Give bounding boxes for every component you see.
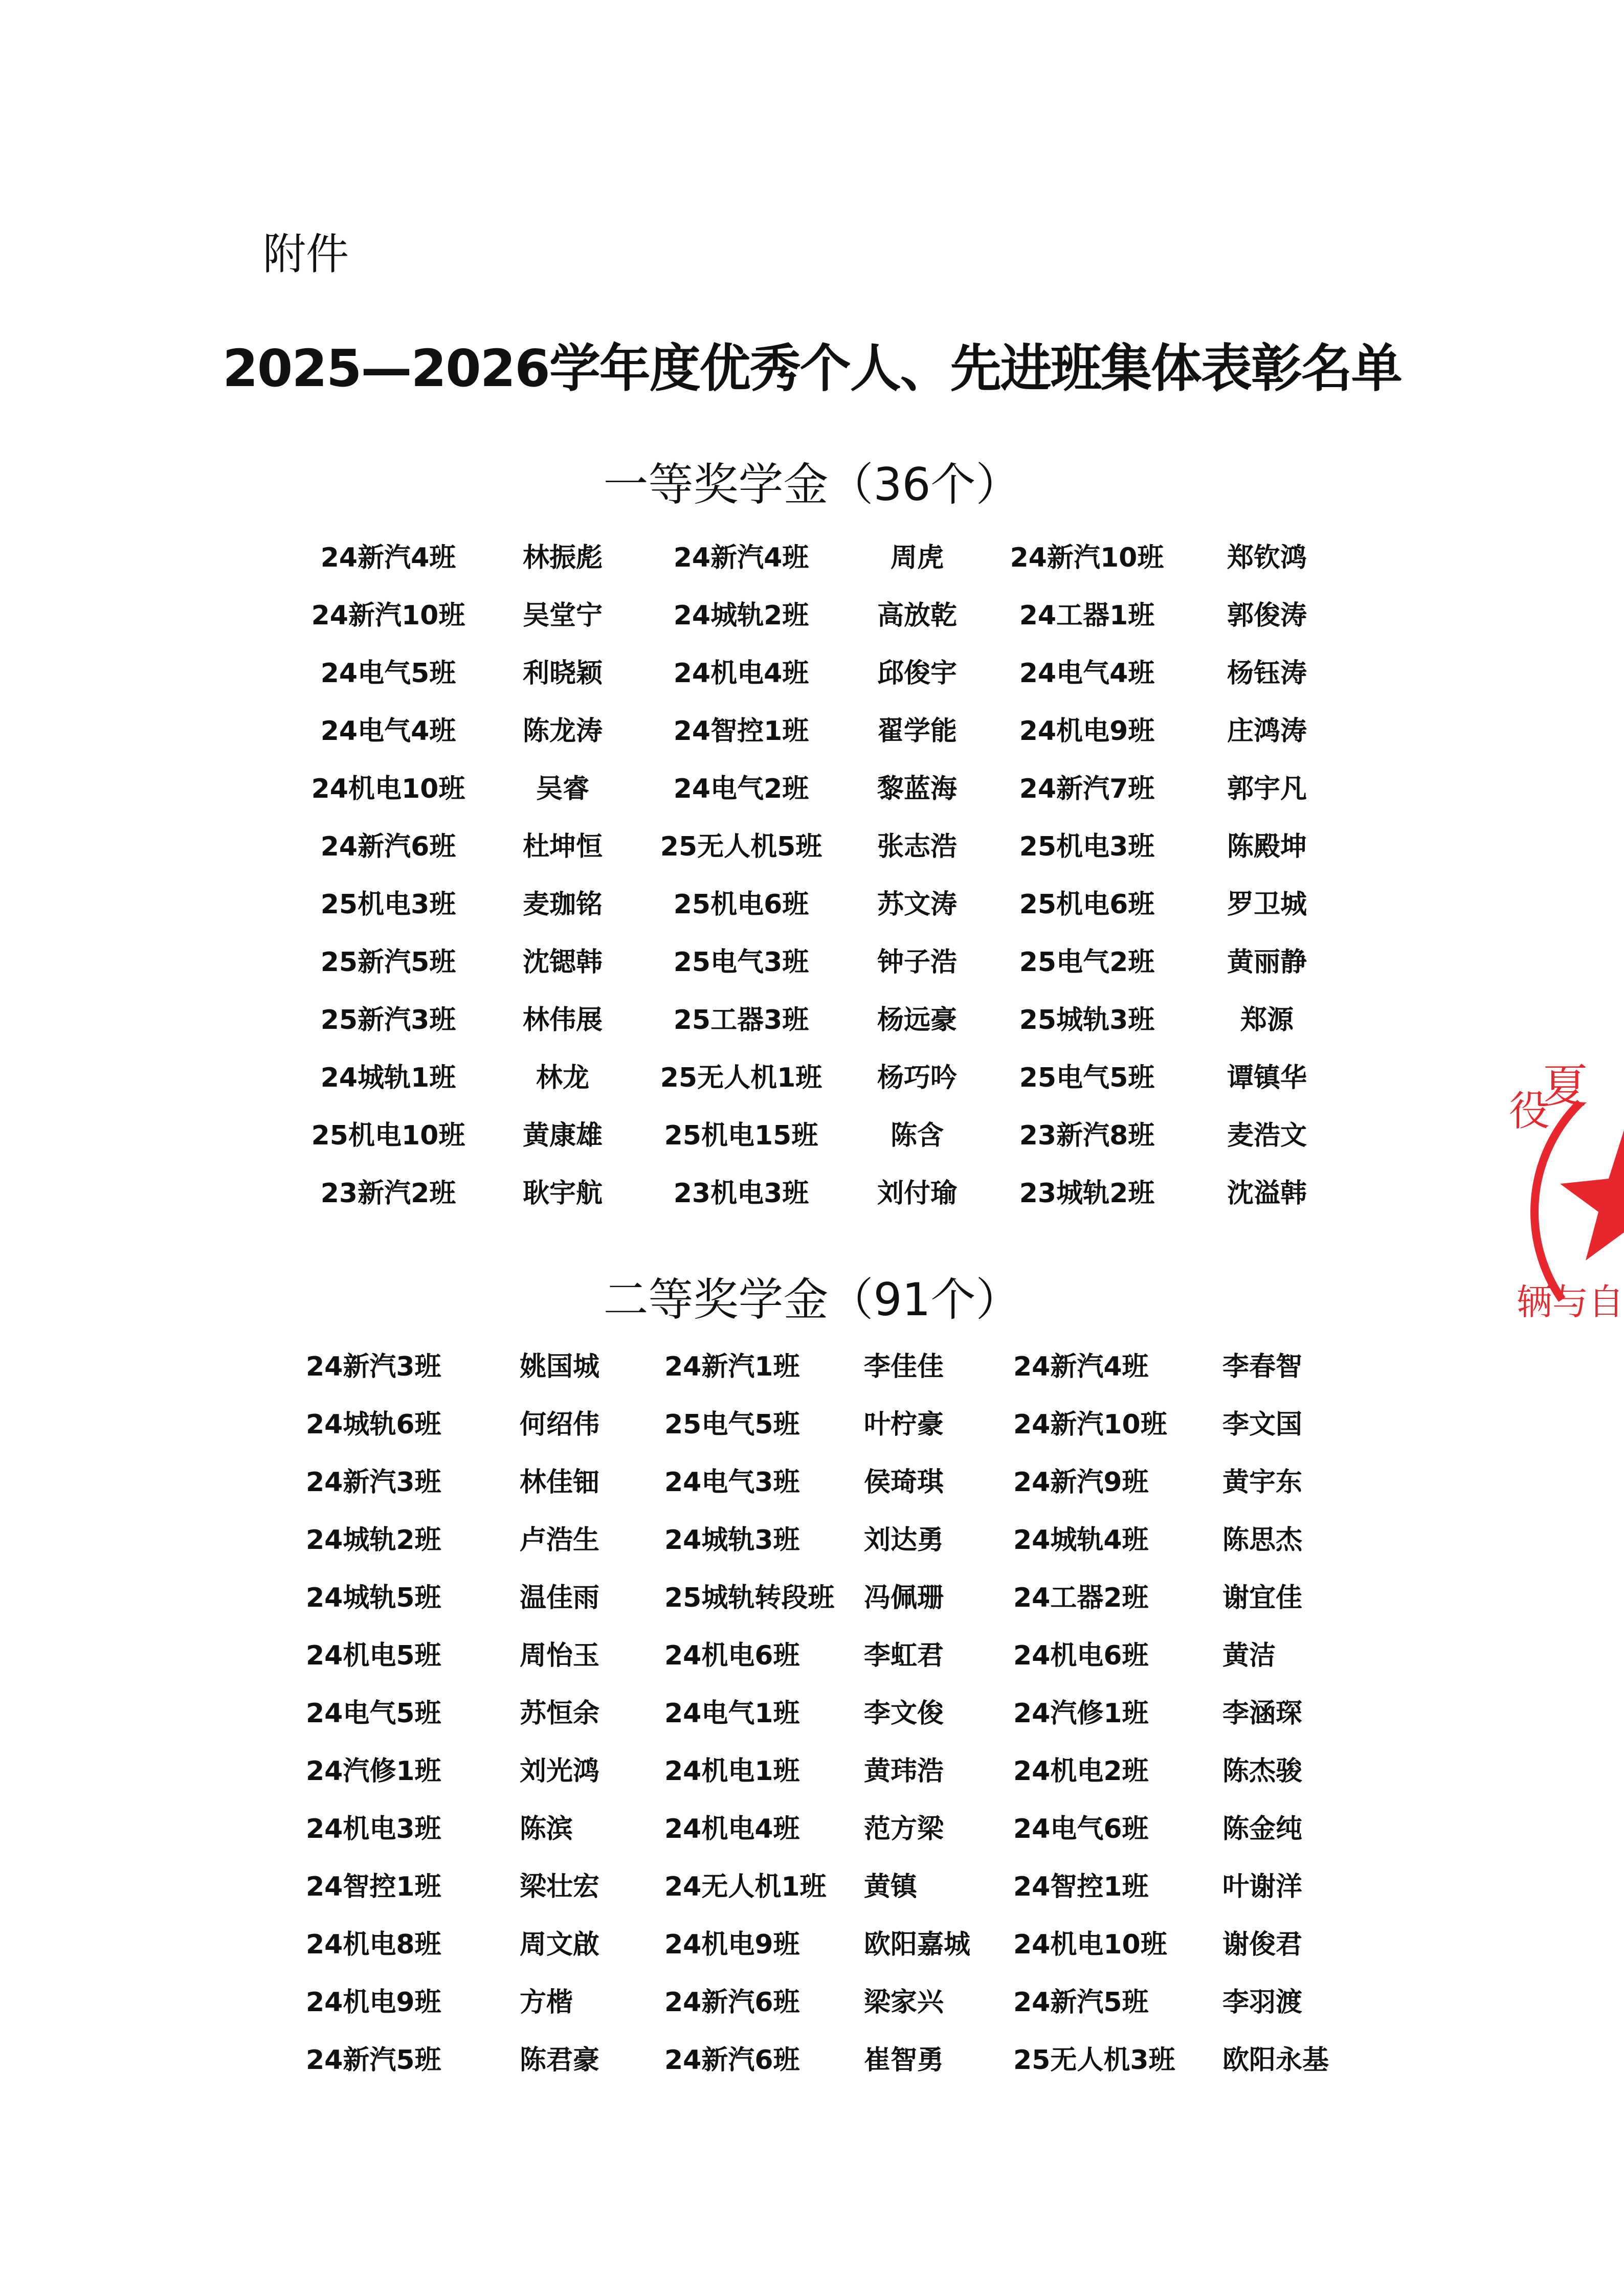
class-name: 25电气2班 [1019,947,1155,978]
table-row [0,818,1624,876]
class-name: 25机电10班 [311,1120,465,1151]
student-name: 叶柠豪 [864,1409,944,1440]
class-name: 23新汽8班 [1019,1120,1155,1151]
seal-text-left: 役 [1509,1087,1550,1135]
class-name: 24智控1班 [306,1872,441,1902]
student-name: 耿宇航 [522,1178,603,1209]
class-name: 25新汽5班 [320,947,456,978]
class-name: 24新汽6班 [320,831,456,862]
student-name: 杜坤恒 [522,831,603,862]
table-row [0,992,1624,1049]
table-row [0,529,1624,587]
class-name: 25电气3班 [673,947,809,978]
student-name: 崔智勇 [864,2045,944,2076]
student-name: 钟子浩 [877,947,957,978]
table-row [0,587,1624,645]
class-name: 24城轨1班 [320,1063,456,1093]
student-name: 李涵琛 [1222,1698,1303,1729]
table-row [0,934,1624,992]
table-row [0,1396,1624,1454]
class-name: 24机电4班 [673,658,809,689]
class-name: 24电气2班 [673,774,809,804]
class-name: 25机电3班 [320,889,456,920]
table-row [0,876,1624,934]
table-row [0,760,1624,818]
student-name: 卢浩生 [520,1525,600,1556]
table-row [0,645,1624,703]
class-name: 25无人机1班 [660,1063,822,1093]
class-name: 24智控1班 [1013,1872,1149,1902]
class-name: 25机电6班 [673,889,809,920]
table-row [0,1743,1624,1800]
student-name: 黄宇东 [1222,1467,1303,1498]
table-row [0,703,1624,760]
table-row [0,1049,1624,1107]
official-seal [1504,1043,1624,1381]
class-name: 24机电8班 [306,1929,441,1960]
table-row [0,1107,1624,1165]
student-name: 翟学能 [877,716,957,747]
class-name: 24新汽10班 [311,600,465,631]
student-name: 李虹君 [864,1640,944,1671]
class-name: 23机电3班 [673,1178,809,1209]
student-name: 欧阳永基 [1222,2045,1329,2076]
class-name: 24新汽5班 [1013,1987,1149,2018]
class-name: 24城轨5班 [306,1583,441,1613]
table-row [0,1512,1624,1569]
student-name: 陈金纯 [1222,1814,1303,1844]
seal-text-bottom: 辆与自 [1517,1281,1624,1323]
student-name: 苏文涛 [877,889,957,920]
student-name: 陈思杰 [1222,1525,1303,1556]
student-name: 欧阳嘉城 [864,1929,971,1960]
student-name: 谢俊君 [1222,1929,1303,1960]
class-name: 24机电1班 [664,1756,800,1787]
class-name: 24新汽1班 [664,1352,800,1382]
student-name: 周文啟 [520,1929,600,1960]
class-name: 23新汽2班 [320,1178,456,1209]
class-name: 24机电3班 [306,1814,441,1844]
table-row [0,1454,1624,1512]
student-name: 黄玮浩 [864,1756,944,1787]
student-name: 罗卫城 [1227,889,1307,920]
class-name: 24智控1班 [673,716,809,747]
class-name: 24电气1班 [664,1698,800,1729]
table-row [0,1916,1624,1974]
class-name: 24新汽5班 [306,2045,441,2076]
student-name: 谭镇华 [1227,1063,1307,1093]
student-name: 陈君豪 [520,2045,600,2076]
student-name: 郑源 [1240,1005,1294,1036]
class-name: 24工器1班 [1019,600,1155,631]
class-name: 24电气3班 [664,1467,800,1498]
table-row [0,1685,1624,1743]
class-name: 24机电5班 [306,1640,441,1671]
student-name: 庄鸿涛 [1227,716,1307,747]
class-name: 24新汽4班 [320,543,456,573]
class-name: 25城轨3班 [1019,1005,1155,1036]
student-name: 杨钰涛 [1227,658,1307,689]
student-name: 周怡玉 [520,1640,600,1671]
class-name: 24电气4班 [320,716,456,747]
class-name: 24机电10班 [1013,1929,1167,1960]
class-name: 24新汽3班 [306,1352,441,1382]
class-name: 24新汽10班 [1013,1409,1167,1440]
student-name: 吴睿 [536,774,589,804]
class-name: 24电气5班 [320,658,456,689]
class-name: 24新汽6班 [664,2045,800,2076]
student-name: 杨远豪 [877,1005,957,1036]
student-name: 麦珈铭 [522,889,603,920]
attachment-label: 附件 [263,229,349,279]
section-heading-second-prize: 二等奖学金（91个） [603,1273,1021,1326]
class-name: 24新汽6班 [664,1987,800,2018]
student-name: 叶谢洋 [1222,1872,1303,1902]
student-name: 郑钦鸿 [1227,543,1307,573]
section-heading-first-prize: 一等奖学金（36个） [603,458,1021,511]
student-name: 黄丽静 [1227,947,1307,978]
student-name: 李佳佳 [864,1352,944,1382]
class-name: 24机电10班 [311,774,465,804]
student-name: 冯佩珊 [864,1583,944,1613]
second-prize-list [0,1338,1624,2089]
student-name: 范方梁 [864,1814,944,1844]
class-name: 24新汽7班 [1019,774,1155,804]
class-name: 24汽修1班 [306,1756,441,1787]
table-row [0,1627,1624,1685]
student-name: 侯琦琪 [864,1467,944,1498]
class-name: 24城轨6班 [306,1409,441,1440]
student-name: 陈滨 [520,1814,573,1844]
first-prize-list [0,529,1624,1223]
student-name: 林振彪 [522,543,603,573]
class-name: 25新汽3班 [320,1005,456,1036]
class-name: 24电气5班 [306,1698,441,1729]
table-row [0,1800,1624,1858]
student-name: 黄镇 [864,1872,918,1902]
student-name: 沈锶韩 [522,947,603,978]
class-name: 24新汽9班 [1013,1467,1149,1498]
class-name: 25电气5班 [664,1409,800,1440]
student-name: 周虎 [890,543,944,573]
class-name: 24城轨2班 [306,1525,441,1556]
student-name: 温佳雨 [520,1583,600,1613]
student-name: 谢宜佳 [1222,1583,1303,1613]
class-name: 24机电9班 [1019,716,1155,747]
student-name: 李文国 [1222,1409,1303,1440]
student-name: 黄康雄 [522,1120,603,1151]
class-name: 24新汽3班 [306,1467,441,1498]
class-name: 24工器2班 [1013,1583,1149,1613]
table-row [0,1165,1624,1223]
table-row [0,1338,1624,1396]
class-name: 25机电3班 [1019,831,1155,862]
class-name: 24机电6班 [664,1640,800,1671]
student-name: 沈溢韩 [1227,1178,1307,1209]
table-row [0,1858,1624,1916]
student-name: 李春智 [1222,1352,1303,1382]
student-name: 刘付瑜 [877,1178,957,1209]
student-name: 郭俊涛 [1227,600,1307,631]
class-name: 24机电6班 [1013,1640,1149,1671]
class-name: 24电气6班 [1013,1814,1149,1844]
class-name: 24城轨3班 [664,1525,800,1556]
class-name: 24机电9班 [664,1929,800,1960]
student-name: 陈含 [890,1120,944,1151]
student-name: 黄洁 [1222,1640,1276,1671]
student-name: 杨巧吟 [877,1063,957,1093]
class-name: 24城轨4班 [1013,1525,1149,1556]
student-name: 李羽渡 [1222,1987,1303,2018]
class-name: 24机电2班 [1013,1756,1149,1787]
seal-star-icon [1560,1130,1624,1260]
student-name: 何绍伟 [520,1409,600,1440]
class-name: 25无人机3班 [1013,2045,1175,2076]
student-name: 梁家兴 [864,1987,944,2018]
class-name: 25机电6班 [1019,889,1155,920]
student-name: 刘达勇 [864,1525,944,1556]
class-name: 24新汽4班 [673,543,809,573]
class-name: 25无人机5班 [660,831,822,862]
class-name: 24电气4班 [1019,658,1155,689]
student-name: 陈杰骏 [1222,1756,1303,1787]
class-name: 24无人机1班 [664,1872,827,1902]
student-name: 林伟展 [522,1005,603,1036]
student-name: 黎蓝海 [877,774,957,804]
class-name: 24新汽4班 [1013,1352,1149,1382]
student-name: 利晓颖 [522,658,603,689]
student-name: 苏恒余 [520,1698,600,1729]
class-name: 24新汽10班 [1010,543,1164,573]
student-name: 郭宇凡 [1227,774,1307,804]
student-name: 李文俊 [864,1698,944,1729]
class-name: 25城轨转段班 [664,1583,835,1613]
student-name: 梁壮宏 [520,1872,600,1902]
student-name: 陈殿坤 [1227,831,1307,862]
student-name: 林佳钿 [520,1467,600,1498]
seal-text-top: 夏 [1542,1060,1588,1113]
table-row [0,1569,1624,1627]
class-name: 25电气5班 [1019,1063,1155,1093]
class-name: 25工器3班 [673,1005,809,1036]
class-name: 23城轨2班 [1019,1178,1155,1209]
student-name: 麦浩文 [1227,1120,1307,1151]
student-name: 张志浩 [877,831,957,862]
student-name: 邱俊宇 [877,658,957,689]
student-name: 刘光鸿 [520,1756,600,1787]
class-name: 24城轨2班 [673,600,809,631]
class-name: 24汽修1班 [1013,1698,1149,1729]
table-row [0,2032,1624,2089]
student-name: 姚国城 [520,1352,600,1382]
table-row [0,1974,1624,2032]
class-name: 24机电4班 [664,1814,800,1844]
student-name: 林龙 [536,1063,589,1093]
class-name: 25机电15班 [664,1120,818,1151]
student-name: 方楷 [520,1987,573,2018]
student-name: 吴堂宁 [522,600,603,631]
student-name: 陈龙涛 [522,716,603,747]
class-name: 24机电9班 [306,1987,441,2018]
document-title: 2025—2026学年度优秀个人、先进班集体表彰名单 [223,339,1401,398]
student-name: 高放乾 [877,600,957,631]
